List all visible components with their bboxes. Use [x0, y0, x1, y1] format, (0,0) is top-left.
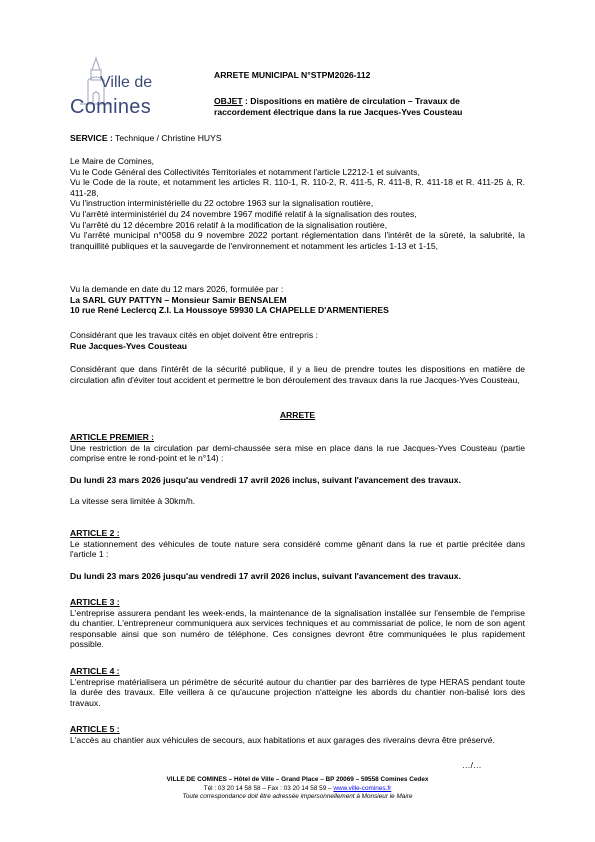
preamble-line: Vu l'arrêté interministériel du 24 novembre 1967 modifié relatif à la signalisation des routes, — [70, 208, 417, 219]
article-4 — [70, 666, 525, 708]
article-4-title: ARTICLE 4 : — [70, 666, 120, 676]
article-5 — [70, 724, 525, 745]
article-4-text: L'entreprise matérialisera un périmètre de sécurité autour du chantier par des barrières de type HERAS pendant toute la durée des travaux. Elle veillera à ce qu'aucune projection n'atteigne les abords du chantier non-balisé lors des travaux. — [70, 676, 525, 708]
article-1-title: ARTICLE PREMIER : — [70, 432, 155, 442]
preamble-line: Vu le Code de la route, et notamment les articles R. 110-1, R. 110-2, R. 411-5, R. 411-8, R. 411-18 et R. 411-25 à, R. 411-28, — [70, 177, 525, 198]
page-footer — [0, 776, 595, 802]
preamble-line: Vu l'instruction interministérielle du 22 octobre 1963 sur la signalisation routière, — [70, 198, 374, 209]
article-1 — [70, 432, 525, 507]
article-1-dates: Du lundi 23 mars 2026 jusqu'au vendredi 17 avril 2026 inclus, suivant l'avancement des travaux. — [70, 474, 461, 485]
footer-contact — [0, 785, 595, 794]
footer-address: VILLE DE COMINES – Hôtel de Ville – Grand Place – BP 20069 – 59558 Comines Cedex — [166, 776, 429, 783]
city-logo — [68, 56, 168, 126]
preamble — [70, 156, 525, 251]
considering-line: Considérant que les travaux cités en objet doivent être entrepris : — [70, 330, 318, 340]
article-5-text: L'accès au chantier aux véhicules de secours, aux habitations et aux garages des riverains devra être préservé. — [70, 734, 495, 745]
preamble-line: Vu le Code Général des Collectivités Territoriales et notamment l'article L2212-1 et suivants, — [70, 166, 420, 177]
request-line: Vu la demande en date du 12 mars 2026, formulée par : — [70, 284, 284, 294]
footer-website-link[interactable]: www.ville-comines.fr — [333, 784, 392, 792]
decree-object — [214, 96, 514, 117]
article-1-text: Une restriction de la circulation par demi-chaussée sera mise en place dans la rue Jacques-Yves Cousteau (partie comprise entre le rond-point et le n°14) : — [70, 442, 525, 464]
mayor-intro: Le Maire de Comines, — [70, 156, 155, 166]
arrete-heading: ARRETE — [279, 410, 316, 420]
object-text: : Dispositions en matière de circulation – Travaux de raccordement électrique dans la rue Jacques-Yves Cousteau — [214, 96, 463, 117]
preamble-line: Vu l'arrêté municipal n°0058 du 9 novembre 2022 portant réglementation dans l'intérêt de la sûreté, la salubrité, la tranquillité publiques et la sauvegarde de l'environnement et notamment les articles 1-13 et 1-15, — [70, 230, 525, 251]
service-label: SERVICE : — [70, 133, 113, 143]
article-1-speed: La vitesse sera limitée à 30km/h. — [70, 496, 196, 507]
article-2-title: ARTICLE 2 : — [70, 528, 120, 538]
article-2-text: Le stationnement des véhicules de toute nature sera considéré comme gênant dans la rue et partie précitée dans l'article 1 : — [70, 538, 525, 560]
continuation-marker: …/… — [462, 760, 482, 770]
considering-street: Rue Jacques-Yves Cousteau — [70, 340, 188, 351]
request-company: La SARL GUY PATTYN – Monsieur Samir BENSALEM — [70, 294, 287, 305]
service-value: Technique / Christine HUYS — [112, 133, 222, 143]
considering-safety: Considérant que dans l'intérêt de la sécurité publique, il y a lieu de prendre toutes les dispositions en matière de circulation afin d'éviter tout accident et permettre le bon déroulement des travaux dans la rue Jacques-Yves Cousteau, — [70, 364, 525, 385]
object-label: OBJET — [214, 96, 243, 106]
service-line — [70, 133, 222, 144]
footer-phone-fax: Tél : 03 20 14 58 58 – Fax : 03 20 14 58 59 – — [203, 784, 334, 792]
article-3-text: L'entreprise assurera pendant les week-ends, la maintenance de la signalisation installée sur l'ensemble de l'emprise du chantier. L'entrepreneur communiquera aux services techniques et au commissariat de police, le nom de son agent responsable ainsi que son numéro de téléphone. Ces consignes devront être communiquées le plus rapidement possible. — [70, 607, 525, 650]
article-3 — [70, 597, 525, 650]
considering-block — [70, 330, 525, 351]
logo-text-comines: Comines — [70, 96, 152, 118]
logo-text-ville-de: Ville de — [100, 74, 153, 91]
footer-notice: Toute correspondance doit être adressée impersonnellement à Monsieur le Maire — [182, 793, 413, 801]
article-2-dates: Du lundi 23 mars 2026 jusqu'au vendredi 17 avril 2026 inclus, suivant l'avancement des travaux. — [70, 570, 461, 581]
request-address: 10 rue René Leclercq Z.I. La Houssoye 59930 LA CHAPELLE D'ARMENTIERES — [70, 305, 389, 316]
article-2 — [70, 528, 525, 581]
article-3-title: ARTICLE 3 : — [70, 597, 120, 607]
preamble-line: Vu l'arrêté du 12 décembre 2016 relatif à la modification de la signalisation routière, — [70, 219, 388, 230]
decree-title: ARRETE MUNICIPAL N°STPM2026-112 — [214, 70, 371, 80]
request-block — [70, 284, 525, 316]
article-5-title: ARTICLE 5 : — [70, 724, 120, 734]
